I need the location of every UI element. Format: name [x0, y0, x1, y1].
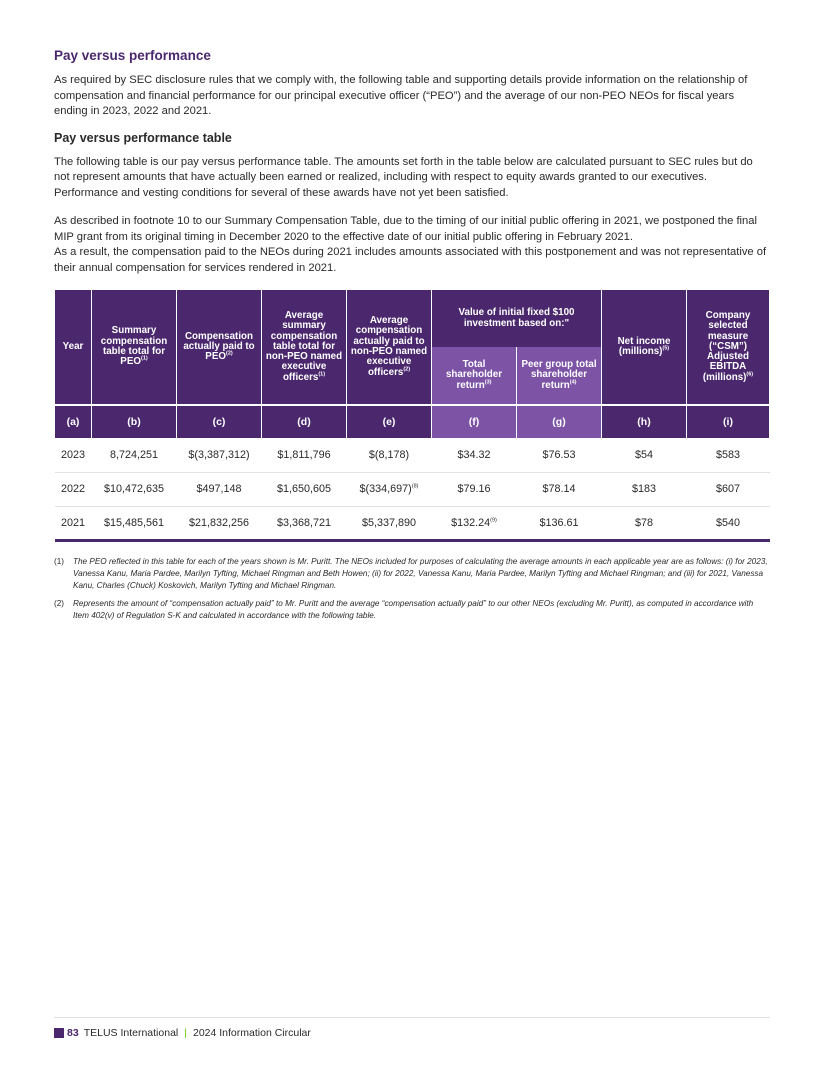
header-cap-peo: Compensation actually paid to PEO$^{(2)}$ — [177, 290, 262, 405]
footnote-number: (2) — [54, 598, 65, 608]
cell-sct-peo: $10,472,635 — [92, 472, 177, 506]
ipo-paragraph-line2: As a result, the compensation paid to the NEOs during 2021 includes amounts associated with this postponement and was not representative of their annual compensation for services rendered in 2021. — [54, 246, 767, 274]
footer-document: 2024 Information Circular — [192, 1027, 311, 1039]
column-letter: (h) — [602, 405, 687, 438]
section-subheading: Pay versus performance table — [54, 130, 232, 145]
column-letter: (e) — [347, 405, 432, 438]
footnote-number: (1) — [54, 556, 65, 566]
ipo-paragraph-line1: As described in footnote 10 to our Summary Compensation Table, due to the timing of our initial public offering in 2021, we postponed the final MIP grant from its original timing in December 2020 to the effective date of our initial public offering in February 2021. — [54, 215, 757, 243]
page-footer — [54, 1017, 770, 1039]
cell-cap-peo: $(3,387,312) — [177, 438, 262, 472]
cell-cap-peo: $21,832,256 — [177, 506, 262, 540]
cell-peer-tsr: $136.61 — [517, 506, 602, 540]
cell-ebitda: $583 — [687, 438, 770, 472]
cell-peer-tsr: $76.53 — [517, 438, 602, 472]
header-tsr: Total shareholder return$^{(3)}$ — [432, 347, 517, 405]
cell-tsr: $132.24$^{(9)}$ — [432, 506, 517, 540]
cell-year: 2023 — [55, 438, 92, 472]
cell-avg-cap-neo: $5,337,890 — [347, 506, 432, 540]
header-csm-ebitda: Company selected measure (“CSM”) Adjusted EBITDA (millions)$^{(6)}$ — [687, 290, 770, 405]
column-letter: (c) — [177, 405, 262, 438]
page-number: 83 — [67, 1027, 79, 1039]
cell-peer-tsr: $78.14 — [517, 472, 602, 506]
cell-avg-cap-neo: $(8,178) — [347, 438, 432, 472]
footnote-text: The PEO reflected in this table for each of the years shown is Mr. Puritt. The NEOs included for purposes of calculating the average amounts in each applicable year are as follows: (i) for 2023, Vanessa Kanu, Maria Pardee, Marilyn Tyfting, Michael Ringman and Beth Howen; (ii) for 2022, Vanessa Kanu, Maria Pardee, Marilyn Tyfting and Michael Ringman; and (iii) for 2021, Vanessa Kanu, Charles (Chuck) Koskovich, Marilyn Tyfting and Michael Ringman. — [73, 556, 768, 590]
header-avg-sct-neo: Average summary compensation table total for non-PEO named executive officers$^{(1)}$ — [262, 290, 347, 405]
footnote — [54, 556, 770, 592]
column-letter: (d) — [262, 405, 347, 438]
column-letter: (g) — [517, 405, 602, 438]
footer-company: TELUS International — [83, 1027, 179, 1039]
cell-sct-peo: $15,485,561 — [92, 506, 177, 540]
cell-year: 2022 — [55, 472, 92, 506]
intro-paragraph: As required by SEC disclosure rules that we comply with, the following table and supporting details provide information on the relationship of compensation and financial performance for our principal executive officer (“PEO”) and the average of our non-PEO NEOs for fiscal years ending in 2023, 2022 and 2021. — [54, 74, 748, 117]
cell-avg-sct-neo: $1,811,796 — [262, 438, 347, 472]
column-letter: (i) — [687, 405, 770, 438]
page-title: Pay versus performance — [54, 48, 211, 63]
header-investment-group: Value of initial fixed $100 investment based on:" — [432, 290, 602, 347]
column-letter: (a) — [55, 405, 92, 438]
table-intro-paragraph: The following table is our pay versus performance table. The amounts set forth in the table below are calculated pursuant to SEC rules but do not represent amounts that have actually been earned or realized, including with respect to equity awards granted to our executives. Performance and vesting conditions for several of these awards have not yet been satisfied. — [54, 155, 753, 199]
cell-tsr: $79.16 — [432, 472, 517, 506]
cell-ebitda: $607 — [687, 472, 770, 506]
header-peer-tsr: Peer group total shareholder return$^{(4)}$ — [517, 347, 602, 405]
cell-avg-sct-neo: $1,650,605 — [262, 472, 347, 506]
pay-versus-performance-table — [54, 290, 770, 542]
cell-sct-peo: 8,724,251 — [92, 438, 177, 472]
cell-avg-sct-neo: $3,368,721 — [262, 506, 347, 540]
cell-net-income: $54 — [602, 438, 687, 472]
header-year: Year — [55, 290, 92, 405]
square-icon — [54, 1028, 64, 1038]
column-letter: (b) — [92, 405, 177, 438]
cell-avg-cap-neo: $\$(334,697)^{(8)}$ — [347, 472, 432, 506]
header-avg-cap-neo: Average compensation actually paid to non-PEO named executive officers$^{(2)}$ — [347, 290, 432, 405]
cell-net-income: $183 — [602, 472, 687, 506]
table-row — [55, 506, 770, 540]
footnote-text: Represents the amount of “compensation actually paid” to Mr. Puritt and the average “compensation actually paid” to our other NEOs (excluding Mr. Puritt), as computed in accordance with Item 402(v) of Regulation S-K and calculated in accordance with the following table. — [73, 598, 754, 620]
page-content — [54, 48, 770, 628]
cell-tsr: $34.32 — [432, 438, 517, 472]
footer-divider: | — [184, 1027, 187, 1039]
cell-year: 2021 — [55, 506, 92, 540]
column-letter: (f) — [432, 405, 517, 438]
header-sct-total-peo: Summary compensation table total for PEO$^{(1)}$ — [92, 290, 177, 405]
cell-cap-peo: $497,148 — [177, 472, 262, 506]
footnote — [54, 598, 770, 622]
cell-net-income: $78 — [602, 506, 687, 540]
ipo-paragraph — [54, 214, 770, 276]
cell-ebitda: $540 — [687, 506, 770, 540]
table-row — [55, 438, 770, 472]
table-row — [55, 472, 770, 506]
footnotes — [54, 556, 770, 622]
header-net-income: Net income (millions)$^{(5)}$ — [602, 290, 687, 405]
